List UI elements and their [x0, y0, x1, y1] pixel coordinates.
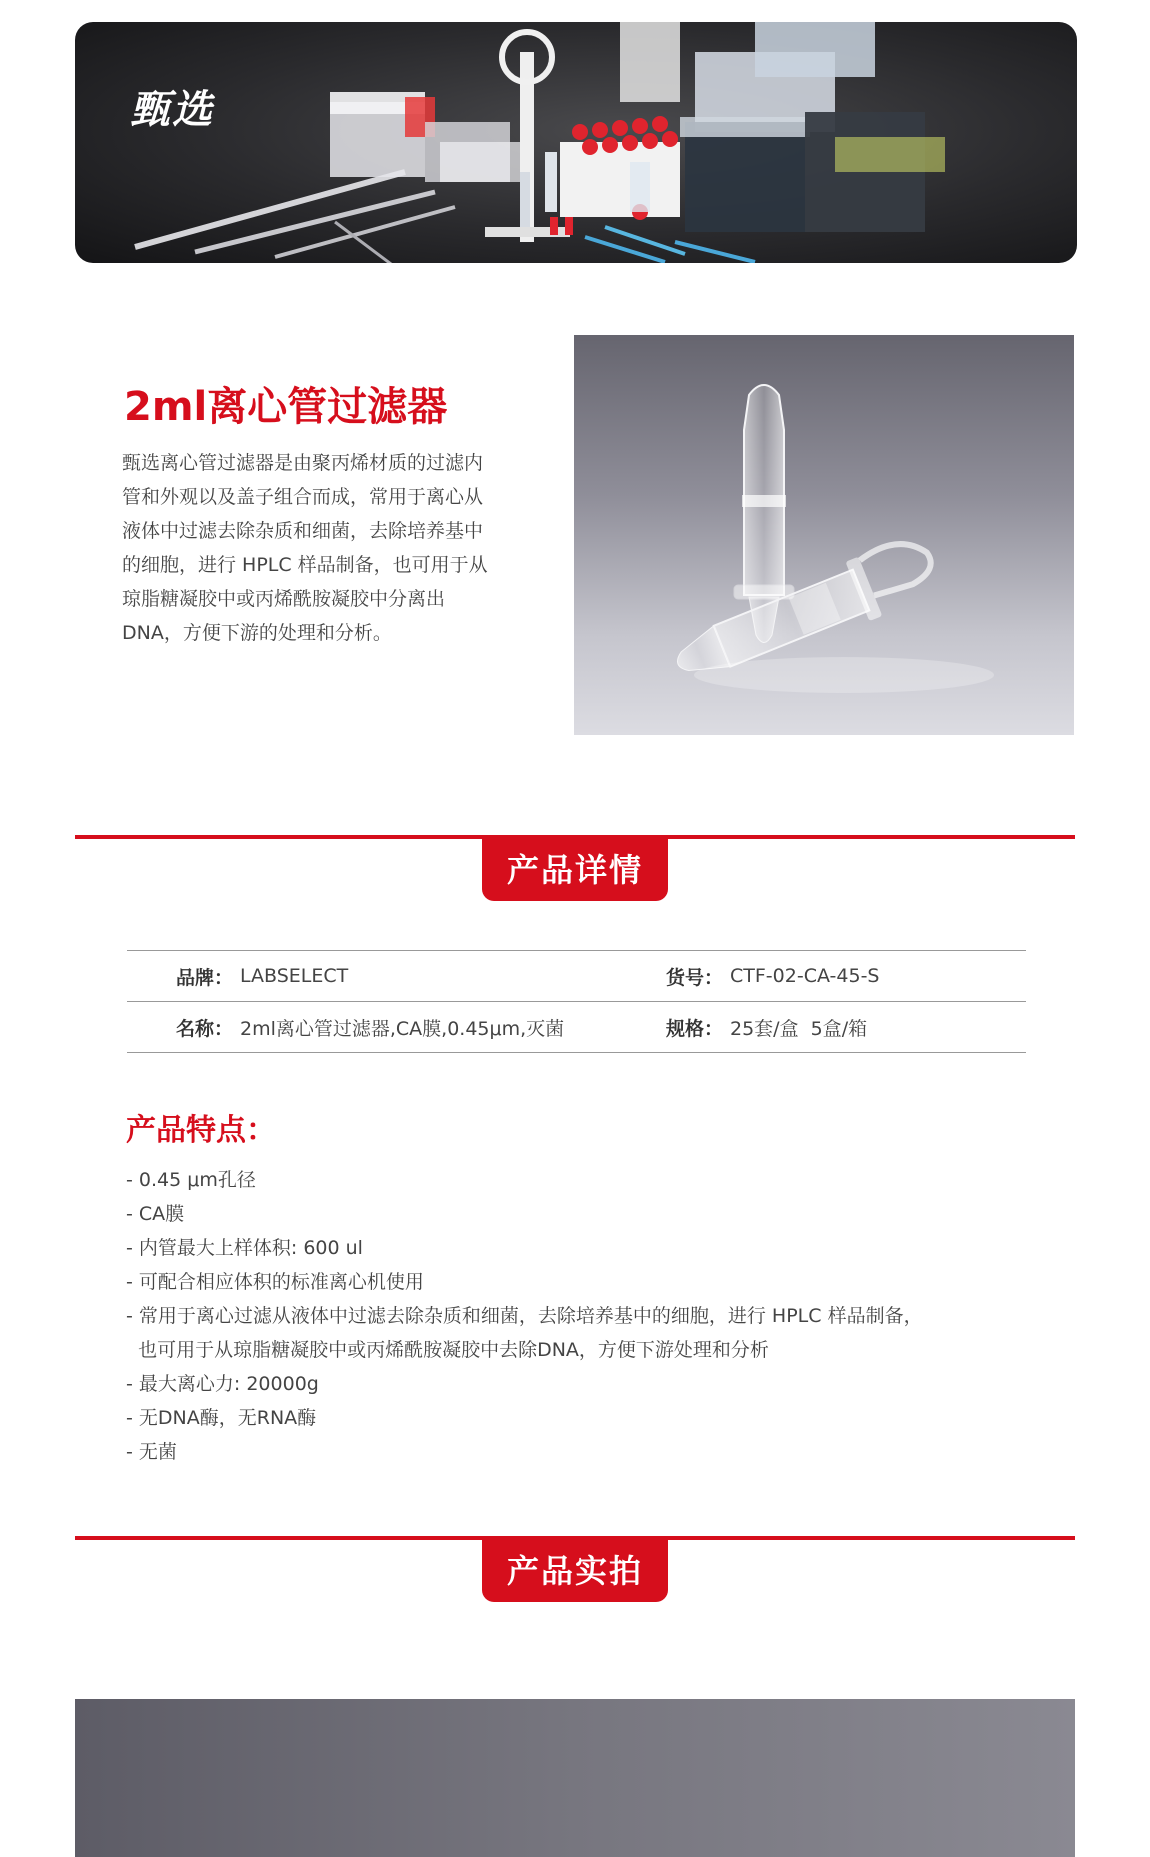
- detail-row: [127, 1002, 1026, 1053]
- feature-item: - 无DNA酶，无RNA酶: [126, 1407, 317, 1429]
- feature-item: - 常用于离心过滤从液体中过滤去除杂质和细菌，去除培养基中的细胞，进行 HPLC 样品制备，: [126, 1305, 923, 1327]
- sku-value: CTF-02-CA-45-S: [730, 965, 880, 987]
- product-detail-table: [127, 950, 1026, 1053]
- spec-value: 25套/盒 5盒/箱: [730, 1017, 868, 1040]
- name-label: 名称：: [176, 1017, 234, 1040]
- product-photo: [574, 335, 1074, 735]
- section-label-details: 产品详情: [482, 835, 668, 901]
- feature-item: - CA膜: [126, 1203, 185, 1225]
- hero-banner: [75, 22, 1077, 263]
- feature-item: - 无菌: [126, 1441, 177, 1463]
- centrifuge-tube-filter-illustration: [574, 335, 1074, 735]
- section-label-photos: 产品实拍: [482, 1536, 668, 1602]
- section-header-photos: [75, 1536, 1075, 1606]
- feature-item: - 最大离心力: 20000g: [126, 1373, 319, 1395]
- product-description: 甄选离心管过滤器是由聚丙烯材质的过滤内管和外观以及盖子组合而成，常用于离心从液体中过滤去除杂质和细菌，去除培养基中的细胞，进行 HPLC 样品制备，也可用于从琼脂糖凝胶中或丙烯酰胺凝胶中分离出DNA，方便下游的处理和分析。: [122, 452, 488, 644]
- brand-logo: 甄选: [130, 87, 214, 133]
- features-list: [126, 1163, 923, 1469]
- brand-label: 品牌：: [176, 966, 234, 989]
- product-title: 2ml离心管过滤器: [124, 384, 448, 430]
- feature-item: 也可用于从琼脂糖凝胶中或丙烯酰胺凝胶中去除DNA，方便下游处理和分析: [126, 1339, 769, 1361]
- section-header-details: [75, 835, 1075, 905]
- banner-lab-consumables-illustration: [75, 22, 1077, 263]
- spec-label: 规格：: [666, 1017, 724, 1040]
- feature-item: - 内管最大上样体积: 600 ul: [126, 1237, 363, 1259]
- product-real-photo: [75, 1699, 1075, 1857]
- sku-label: 货号：: [666, 966, 724, 989]
- brand-value: LABSELECT: [240, 965, 349, 987]
- detail-row: [127, 951, 1026, 1002]
- feature-item: - 0.45 μm孔径: [126, 1169, 256, 1191]
- features-title: 产品特点：: [126, 1113, 276, 1148]
- name-value: 2ml离心管过滤器,CA膜,0.45μm,灭菌: [240, 1017, 565, 1040]
- feature-item: - 可配合相应体积的标准离心机使用: [126, 1271, 424, 1293]
